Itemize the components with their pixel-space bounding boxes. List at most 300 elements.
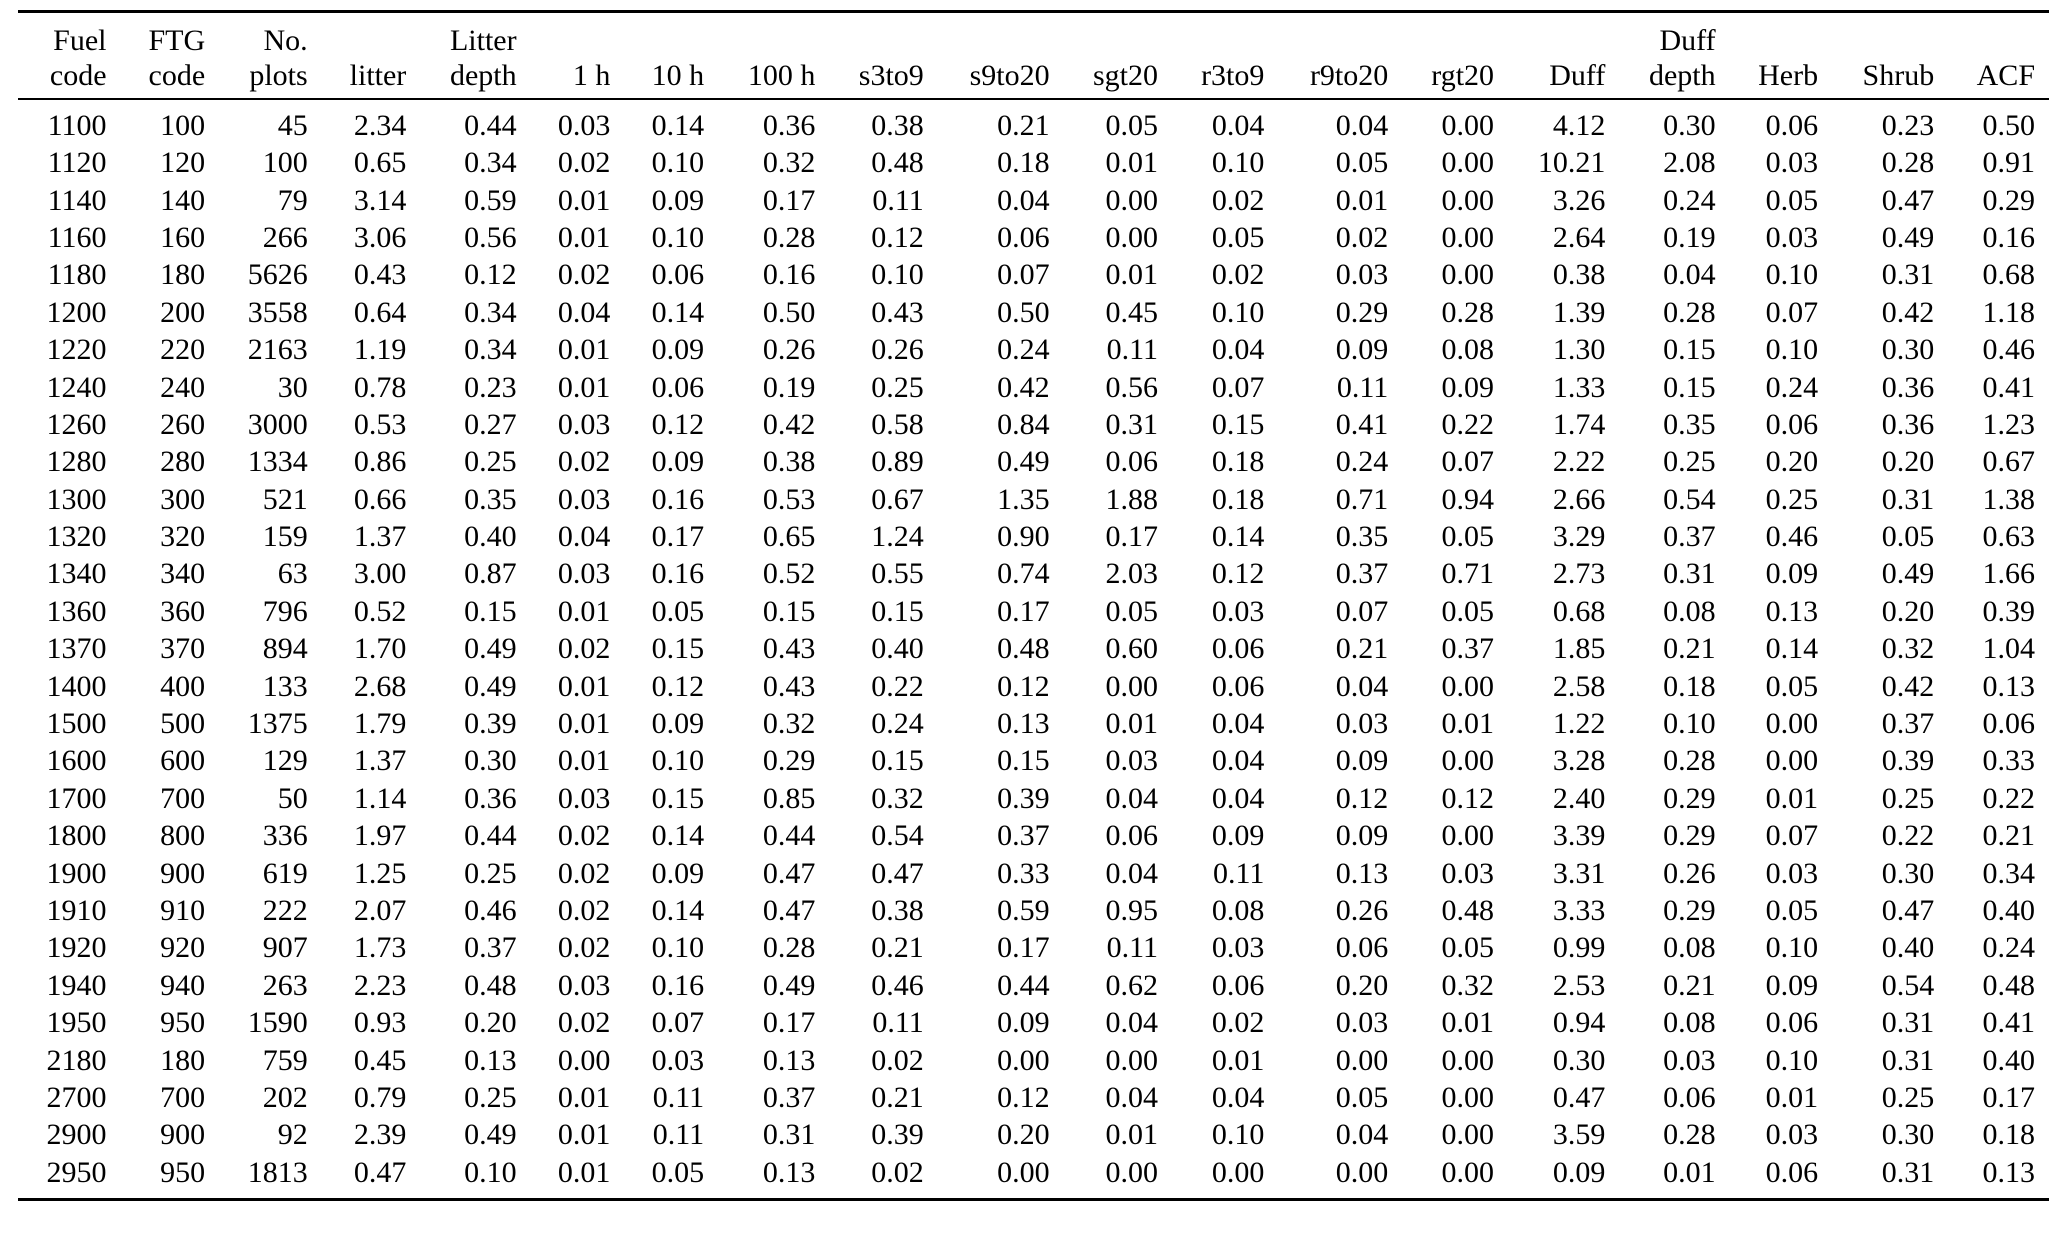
table-cell: 1.22 bbox=[1552, 707, 1606, 741]
column-header-line2: ACF bbox=[1976, 59, 2035, 93]
table-cell: 0.08 bbox=[1663, 931, 1716, 965]
fuel-loading-table bbox=[18, 10, 2049, 1201]
table-cell: 0.06 bbox=[1211, 632, 1265, 666]
table-cell: 894 bbox=[262, 632, 308, 666]
table-cell: 1200 bbox=[46, 295, 107, 329]
table-cell: 0.00 bbox=[1441, 744, 1495, 778]
table-cell: 0.00 bbox=[1441, 258, 1495, 292]
table-cell: 0.04 bbox=[557, 295, 611, 329]
table-cell: 0.10 bbox=[1765, 333, 1819, 367]
table-cell: 0.13 bbox=[1765, 594, 1819, 628]
table-cell: 0.25 bbox=[1881, 781, 1935, 815]
table-cell: 0.50 bbox=[1982, 108, 2035, 142]
table-cell: 0.03 bbox=[557, 968, 611, 1002]
table-cell: 0.00 bbox=[1441, 1043, 1495, 1077]
table-cell: 0.03 bbox=[557, 407, 611, 441]
table-cell: 0.17 bbox=[997, 594, 1050, 628]
table-cell: 3000 bbox=[247, 407, 308, 441]
table-cell: 2.66 bbox=[1552, 482, 1606, 516]
table-cell: 0.02 bbox=[557, 445, 611, 479]
table-cell: 0.00 bbox=[1765, 707, 1819, 741]
table-cell: 0.15 bbox=[464, 594, 517, 628]
table-cell: 0.31 bbox=[1881, 258, 1935, 292]
table-cell: 0.22 bbox=[871, 669, 924, 703]
table-cell: 0.13 bbox=[1982, 669, 2035, 703]
table-cell: 0.48 bbox=[997, 632, 1050, 666]
column-header-line1 bbox=[1186, 23, 1264, 58]
table-cell: 0.28 bbox=[1663, 1118, 1716, 1152]
table-row bbox=[18, 817, 2049, 854]
table-cell: 0.01 bbox=[1211, 1043, 1265, 1077]
table-cell: 1.38 bbox=[1982, 482, 2035, 516]
table-cell: 0.49 bbox=[464, 1118, 517, 1152]
table-cell: 0.68 bbox=[1982, 258, 2035, 292]
table-cell: 1.66 bbox=[1982, 557, 2035, 591]
table-cell: 0.02 bbox=[1211, 258, 1265, 292]
table-cell: 0.00 bbox=[1064, 1154, 1172, 1200]
table-cell: 0.01 bbox=[1105, 707, 1158, 741]
table-cell: 0.41 bbox=[1982, 370, 2035, 404]
table-cell: 0.15 bbox=[1663, 333, 1716, 367]
table-cell: 0.09 bbox=[651, 333, 705, 367]
table-cell: 0.47 bbox=[322, 1154, 421, 1200]
table-cell: 0.91 bbox=[1982, 146, 2035, 180]
table-cell: 280 bbox=[160, 445, 206, 479]
table-cell: 0.04 bbox=[1211, 744, 1265, 778]
table-cell: 0.53 bbox=[353, 407, 407, 441]
table-cell: 0.25 bbox=[464, 1080, 517, 1114]
table-cell: 0.04 bbox=[1105, 781, 1158, 815]
column-header-100-h bbox=[718, 12, 829, 99]
table-cell: 1220 bbox=[46, 333, 107, 367]
table-cell: 1.73 bbox=[353, 931, 407, 965]
table-cell: 0.30 bbox=[1881, 856, 1935, 890]
table-cell: 0.26 bbox=[762, 333, 816, 367]
table-cell: 0.03 bbox=[557, 482, 611, 516]
table-cell: 0.18 bbox=[1211, 482, 1265, 516]
column-header-duff-depth bbox=[1619, 12, 1729, 99]
table-cell: 0.01 bbox=[557, 370, 611, 404]
table-cell: 0.11 bbox=[872, 183, 924, 217]
table-cell: 0.05 bbox=[651, 594, 705, 628]
table-cell: 3.29 bbox=[1552, 520, 1606, 554]
table-cell: 1.23 bbox=[1982, 407, 2035, 441]
table-cell: 0.01 bbox=[557, 707, 611, 741]
table-cell: 0.03 bbox=[1335, 258, 1389, 292]
table-cell: 0.38 bbox=[1552, 258, 1606, 292]
column-header-line1 bbox=[1078, 23, 1158, 58]
table-cell: 79 bbox=[277, 183, 308, 217]
table-cell: 0.40 bbox=[464, 520, 517, 554]
table-cell: 1600 bbox=[46, 744, 107, 778]
table-cell: 0.05 bbox=[1765, 893, 1819, 927]
table-cell: 0.37 bbox=[1881, 707, 1935, 741]
table-cell: 0.03 bbox=[1765, 220, 1819, 254]
table-cell: 1.14 bbox=[353, 781, 407, 815]
table-cell: 63 bbox=[277, 557, 308, 591]
table-cell: 0.13 bbox=[718, 1154, 829, 1200]
table-cell: 0.25 bbox=[1663, 445, 1716, 479]
table-cell: 0.01 bbox=[1441, 1006, 1495, 1040]
table-cell: 0.37 bbox=[1663, 520, 1716, 554]
table-cell: 120 bbox=[160, 146, 206, 180]
table-cell: 0.07 bbox=[1211, 370, 1265, 404]
table-cell: 0.06 bbox=[1105, 819, 1158, 853]
table-row bbox=[18, 406, 2049, 443]
table-cell: 2.53 bbox=[1552, 968, 1606, 1002]
table-cell: 266 bbox=[262, 220, 308, 254]
table-cell: 0.11 bbox=[1213, 856, 1265, 890]
table-cell: 0.09 bbox=[1441, 370, 1495, 404]
table-row bbox=[18, 443, 2049, 480]
table-cell: 0.10 bbox=[651, 744, 705, 778]
table-cell: 133 bbox=[262, 669, 308, 703]
table-cell: 0.66 bbox=[353, 482, 407, 516]
table-cell: 0.36 bbox=[1881, 370, 1935, 404]
table-cell: 0.54 bbox=[1663, 482, 1716, 516]
table-cell: 0.29 bbox=[762, 744, 816, 778]
table-cell: 0.24 bbox=[1663, 183, 1716, 217]
table-cell: 0.29 bbox=[1663, 893, 1716, 927]
table-row bbox=[18, 705, 2049, 742]
table-row bbox=[18, 1042, 2049, 1079]
table-cell: 0.28 bbox=[762, 931, 816, 965]
column-header-line1: Litter bbox=[449, 24, 517, 57]
table-cell: 0.06 bbox=[651, 258, 705, 292]
table-cell: 0.00 bbox=[1278, 1154, 1402, 1200]
table-cell: 0.26 bbox=[1663, 856, 1716, 890]
column-header-rgt20 bbox=[1402, 12, 1508, 99]
table-cell: 0.24 bbox=[1765, 370, 1819, 404]
table-cell: 0.31 bbox=[762, 1118, 816, 1152]
table-cell: 1140 bbox=[47, 183, 107, 217]
table-cell: 0.00 bbox=[1441, 669, 1495, 703]
table-cell: 0.11 bbox=[652, 1118, 705, 1152]
table-cell: 30 bbox=[277, 370, 308, 404]
table-cell: 0.12 bbox=[871, 220, 924, 254]
table-cell: 0.07 bbox=[1335, 594, 1389, 628]
table-cell: 100 bbox=[160, 108, 206, 142]
table-cell: 0.14 bbox=[651, 893, 705, 927]
table-row bbox=[18, 518, 2049, 555]
column-header-line1 bbox=[336, 23, 407, 58]
table-row bbox=[18, 892, 2049, 929]
table-cell: 0.21 bbox=[871, 931, 924, 965]
table-cell: 0.10 bbox=[651, 146, 705, 180]
table-cell: 260 bbox=[160, 407, 206, 441]
table-cell: 0.90 bbox=[997, 520, 1050, 554]
table-cell: 0.34 bbox=[464, 333, 517, 367]
table-cell: 0.37 bbox=[1441, 632, 1495, 666]
table-cell: 2.39 bbox=[353, 1118, 407, 1152]
table-cell: 1300 bbox=[46, 482, 107, 516]
table-cell: 0.40 bbox=[1982, 1043, 2035, 1077]
column-header-10-h bbox=[624, 12, 718, 99]
table-cell: 336 bbox=[262, 819, 308, 853]
table-cell: 0.41 bbox=[1982, 1006, 2035, 1040]
table-cell: 0.53 bbox=[762, 482, 816, 516]
table-cell: 0.03 bbox=[557, 108, 611, 142]
table-cell: 1950 bbox=[46, 1006, 107, 1040]
table-cell: 0.49 bbox=[762, 968, 816, 1002]
table-cell: 0.01 bbox=[1105, 146, 1158, 180]
table-cell: 3.00 bbox=[353, 557, 407, 591]
column-header-line2: 100 h bbox=[747, 59, 816, 93]
column-header-s9to20 bbox=[938, 12, 1064, 99]
table-cell: 0.37 bbox=[997, 819, 1050, 853]
table-cell: 0.43 bbox=[353, 258, 407, 292]
table-cell: 0.19 bbox=[762, 370, 816, 404]
table-cell: 0.16 bbox=[651, 557, 705, 591]
table-cell: 0.39 bbox=[871, 1118, 924, 1152]
table-cell: 2.73 bbox=[1552, 557, 1606, 591]
table-cell: 1.24 bbox=[871, 520, 924, 554]
table-cell: 0.06 bbox=[1730, 1154, 1833, 1200]
table-cell: 1160 bbox=[47, 220, 107, 254]
table-cell: 0.07 bbox=[1441, 445, 1495, 479]
table-cell: 0.10 bbox=[1663, 707, 1716, 741]
table-cell: 0.12 bbox=[651, 669, 705, 703]
column-header-line1 bbox=[732, 23, 815, 58]
table-cell: 0.12 bbox=[1441, 781, 1495, 815]
table-cell: 0.67 bbox=[871, 482, 924, 516]
table-cell: 0.10 bbox=[1765, 1043, 1819, 1077]
table-cell: 0.11 bbox=[872, 1006, 924, 1040]
table-cell: 0.34 bbox=[1982, 856, 2035, 890]
table-cell: 1400 bbox=[46, 669, 107, 703]
table-cell: 0.00 bbox=[557, 1043, 611, 1077]
table-body bbox=[18, 99, 2049, 1200]
table-cell: 0.49 bbox=[997, 445, 1050, 479]
column-header-line2: Duff bbox=[1549, 59, 1606, 93]
table-cell: 0.31 bbox=[1881, 482, 1935, 516]
table-cell: 0.31 bbox=[1881, 1006, 1935, 1040]
table-header-row bbox=[18, 12, 2049, 99]
table-cell: 0.47 bbox=[762, 893, 816, 927]
table-cell: 0.36 bbox=[464, 781, 517, 815]
column-header-line2: depth bbox=[449, 59, 517, 93]
table-cell: 0.55 bbox=[871, 557, 924, 591]
table-cell: 0.60 bbox=[1105, 632, 1158, 666]
table-cell: 0.48 bbox=[464, 968, 517, 1002]
table-cell: 2.23 bbox=[353, 968, 407, 1002]
table-cell: 0.06 bbox=[1765, 407, 1819, 441]
table-cell: 0.07 bbox=[997, 258, 1050, 292]
table-cell: 0.02 bbox=[557, 931, 611, 965]
table-cell: 0.09 bbox=[651, 183, 705, 217]
table-cell: 0.27 bbox=[464, 407, 517, 441]
table-cell: 0.10 bbox=[1765, 258, 1819, 292]
table-cell: 3.59 bbox=[1552, 1118, 1606, 1152]
table-cell: 0.00 bbox=[997, 1043, 1050, 1077]
table-cell: 202 bbox=[262, 1080, 308, 1114]
table-row bbox=[18, 99, 2049, 144]
table-cell: 0.32 bbox=[1881, 632, 1935, 666]
table-cell: 0.58 bbox=[871, 407, 924, 441]
table-row bbox=[18, 593, 2049, 630]
column-header-line1 bbox=[1744, 23, 1819, 58]
table-cell: 0.00 bbox=[1105, 220, 1158, 254]
table-cell: 1.30 bbox=[1552, 333, 1606, 367]
table-cell: 0.79 bbox=[353, 1080, 407, 1114]
table-cell: 0.06 bbox=[1335, 931, 1389, 965]
table-cell: 0.49 bbox=[1881, 220, 1935, 254]
table-cell: 0.46 bbox=[1982, 333, 2035, 367]
table-cell: 1.19 bbox=[353, 333, 407, 367]
table-cell: 0.24 bbox=[1982, 931, 2035, 965]
table-cell: 1.97 bbox=[353, 819, 407, 853]
table-cell: 263 bbox=[262, 968, 308, 1002]
table-cell: 0.06 bbox=[1765, 1006, 1819, 1040]
table-cell: 0.15 bbox=[651, 632, 705, 666]
table-cell: 3.33 bbox=[1552, 893, 1606, 927]
table-cell: 0.05 bbox=[1765, 183, 1819, 217]
table-cell: 0.19 bbox=[1663, 220, 1716, 254]
table-cell: 0.13 bbox=[464, 1043, 517, 1077]
table-cell: 1.79 bbox=[353, 707, 407, 741]
table-cell: 0.09 bbox=[1335, 744, 1389, 778]
table-cell: 0.25 bbox=[1881, 1080, 1935, 1114]
table-cell: 3.14 bbox=[353, 183, 407, 217]
table-cell: 0.31 bbox=[1663, 557, 1716, 591]
table-cell: 0.10 bbox=[1211, 146, 1265, 180]
table-cell: 0.29 bbox=[1982, 183, 2035, 217]
table-row bbox=[18, 929, 2049, 966]
table-cell: 0.20 bbox=[997, 1118, 1050, 1152]
table-cell: 0.25 bbox=[1765, 482, 1819, 516]
table-cell: 140 bbox=[160, 183, 206, 217]
table-cell: 0.47 bbox=[1881, 893, 1935, 927]
table-cell: 0.38 bbox=[871, 108, 924, 142]
table-cell: 10.21 bbox=[1537, 146, 1606, 180]
table-cell: 0.20 bbox=[464, 1006, 517, 1040]
table-cell: 0.34 bbox=[464, 146, 517, 180]
table-cell: 0.30 bbox=[1552, 1043, 1606, 1077]
table-cell: 0.63 bbox=[1982, 520, 2035, 554]
table-cell: 222 bbox=[262, 893, 308, 927]
table-cell: 2.22 bbox=[1552, 445, 1606, 479]
table-cell: 0.03 bbox=[1335, 707, 1389, 741]
table-cell: 0.21 bbox=[871, 1080, 924, 1114]
table-cell: 0.04 bbox=[1211, 707, 1265, 741]
table-cell: 0.00 bbox=[1441, 146, 1495, 180]
table-cell: 0.08 bbox=[1441, 333, 1495, 367]
table-cell: 0.09 bbox=[1765, 557, 1819, 591]
table-cell: 0.86 bbox=[353, 445, 407, 479]
table-cell: 360 bbox=[160, 594, 206, 628]
table-cell: 0.02 bbox=[557, 819, 611, 853]
table-cell: 180 bbox=[160, 1043, 206, 1077]
table-cell: 0.15 bbox=[762, 594, 816, 628]
column-header-litter bbox=[322, 12, 421, 99]
table-cell: 1.18 bbox=[1982, 295, 2035, 329]
table-cell: 3.39 bbox=[1552, 819, 1606, 853]
table-cell: 0.00 bbox=[1765, 744, 1819, 778]
table-cell: 0.22 bbox=[1441, 407, 1495, 441]
table-cell: 2163 bbox=[247, 333, 308, 367]
table-cell: 0.03 bbox=[1765, 856, 1819, 890]
table-row bbox=[18, 182, 2049, 219]
table-cell: 0.21 bbox=[1663, 968, 1716, 1002]
table-cell: 0.22 bbox=[1881, 819, 1935, 853]
table-cell: 2700 bbox=[46, 1080, 107, 1114]
table-cell: 0.01 bbox=[557, 1080, 611, 1114]
table-cell: 0.40 bbox=[871, 632, 924, 666]
column-header-litter-depth bbox=[420, 12, 530, 99]
table-cell: 0.41 bbox=[1335, 407, 1389, 441]
table-row bbox=[18, 630, 2049, 667]
column-header-no.-plots bbox=[219, 12, 322, 99]
table-cell: 0.44 bbox=[464, 819, 517, 853]
table-row bbox=[18, 855, 2049, 892]
table-cell: 0.84 bbox=[997, 407, 1050, 441]
table-cell: 0.29 bbox=[1663, 819, 1716, 853]
column-header-line1: FTG bbox=[148, 24, 206, 57]
table-cell: 0.09 bbox=[997, 1006, 1050, 1040]
table-cell: 0.00 bbox=[1441, 183, 1495, 217]
table-cell: 0.59 bbox=[464, 183, 517, 217]
table-cell: 1360 bbox=[46, 594, 107, 628]
table-cell: 1340 bbox=[46, 557, 107, 591]
column-header-acf bbox=[1948, 12, 2049, 99]
table-cell: 0.28 bbox=[762, 220, 816, 254]
table-cell: 1120 bbox=[47, 146, 107, 180]
table-cell: 0.03 bbox=[651, 1043, 705, 1077]
table-cell: 0.49 bbox=[464, 632, 517, 666]
table-cell: 0.15 bbox=[871, 594, 924, 628]
table-cell: 0.04 bbox=[1105, 1006, 1158, 1040]
table-cell: 0.18 bbox=[1663, 669, 1716, 703]
table-cell: 0.01 bbox=[557, 220, 611, 254]
table-cell: 0.10 bbox=[651, 931, 705, 965]
table-cell: 159 bbox=[262, 520, 308, 554]
table-cell: 1260 bbox=[46, 407, 107, 441]
table-cell: 0.00 bbox=[938, 1154, 1064, 1200]
table-cell: 0.14 bbox=[1765, 632, 1819, 666]
table-cell: 950 bbox=[160, 1006, 206, 1040]
table-cell: 0.85 bbox=[762, 781, 816, 815]
table-row bbox=[18, 1079, 2049, 1116]
table-cell: 0.17 bbox=[762, 183, 816, 217]
table-cell: 0.17 bbox=[1105, 520, 1158, 554]
table-cell: 0.26 bbox=[871, 333, 924, 367]
table-row bbox=[18, 219, 2049, 256]
table-cell: 0.65 bbox=[353, 146, 407, 180]
table-cell: 0.17 bbox=[651, 520, 705, 554]
table-row bbox=[18, 1154, 2049, 1200]
table-row bbox=[18, 144, 2049, 181]
table-cell: 0.31 bbox=[1881, 1043, 1935, 1077]
table-cell: 0.32 bbox=[762, 146, 816, 180]
table-cell: 0.12 bbox=[997, 1080, 1050, 1114]
column-header-line2: rgt20 bbox=[1431, 59, 1495, 93]
column-header-1-h bbox=[531, 12, 625, 99]
column-header-line2: 1 h bbox=[572, 59, 611, 93]
table-cell: 0.31 bbox=[1105, 407, 1158, 441]
table-cell: 0.45 bbox=[1105, 295, 1158, 329]
table-cell: 1813 bbox=[219, 1154, 322, 1200]
table-cell: 320 bbox=[160, 520, 206, 554]
table-cell: 0.06 bbox=[1211, 968, 1265, 1002]
table-cell: 0.21 bbox=[997, 108, 1050, 142]
table-cell: 5626 bbox=[247, 258, 308, 292]
column-header-ftg-code bbox=[121, 12, 220, 99]
table-cell: 0.14 bbox=[651, 108, 705, 142]
table-cell: 900 bbox=[160, 1118, 206, 1152]
table-cell: 0.09 bbox=[1211, 819, 1265, 853]
table-cell: 0.01 bbox=[1765, 1080, 1819, 1114]
table-cell: 0.14 bbox=[1211, 520, 1265, 554]
